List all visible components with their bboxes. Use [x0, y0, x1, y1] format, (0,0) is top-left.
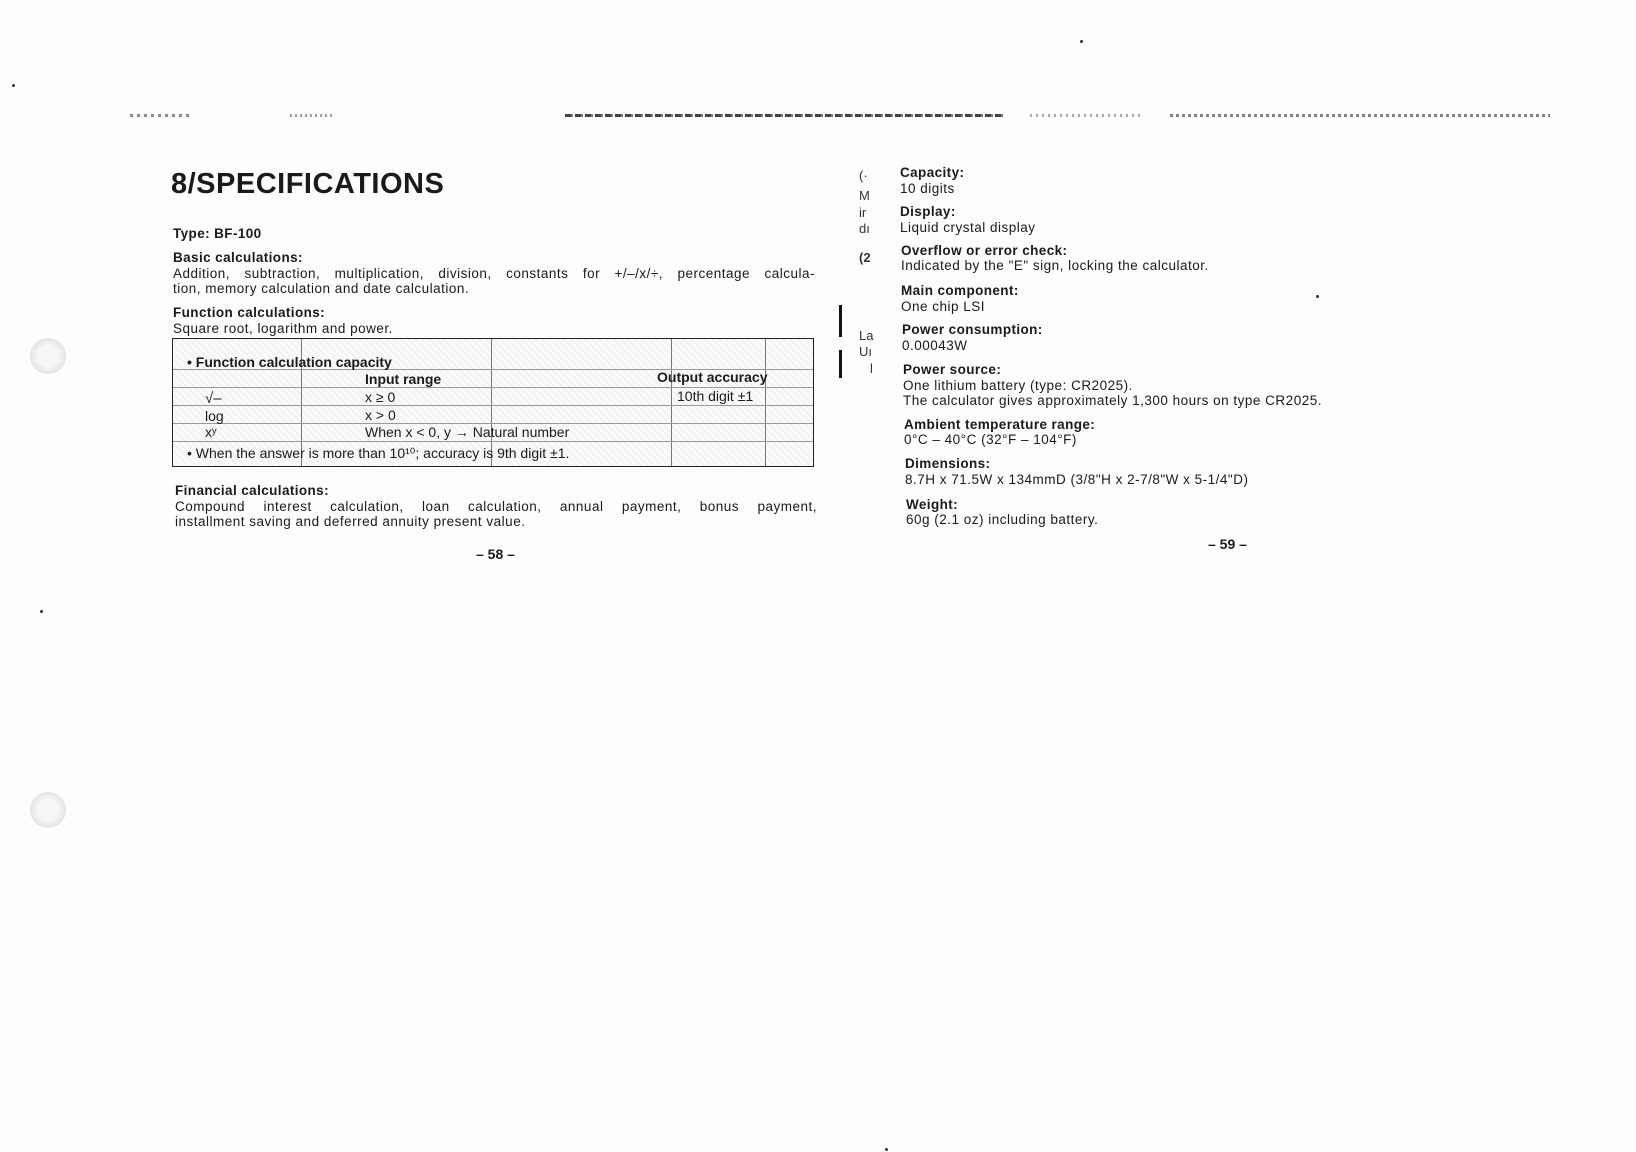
margin-fragment: M — [859, 188, 870, 203]
type-label: Type: BF-100 — [173, 226, 262, 241]
spec-value-power-consumption: 0.00043W — [902, 338, 968, 353]
margin-fragment: Uı — [859, 344, 872, 359]
financial-calculations-line2: installment saving and deferred annuity present value. — [175, 514, 526, 529]
table-row-input: x > 0 — [365, 407, 396, 423]
spec-value-temperature: 0°C – 40°C (32°F – 104°F) — [904, 432, 1077, 447]
function-calculations-text: Square root, logarithm and power. — [173, 321, 393, 336]
punch-hole — [30, 792, 66, 828]
binding-mark — [839, 305, 842, 337]
table-row-func: √– — [205, 390, 222, 407]
spec-value-weight: 60g (2.1 oz) including battery. — [906, 512, 1099, 527]
table-row-input: When x < 0, y → Natural number — [365, 424, 570, 440]
financial-calculations-line1: Compound interest calculation, loan calculation, annual payment, bonus payment, — [175, 499, 817, 514]
margin-fragment: La — [859, 328, 874, 343]
scan-artifact-line — [1170, 114, 1550, 117]
output-accuracy-header: Output accuracy — [657, 369, 768, 385]
table-row-input: x ≥ 0 — [365, 389, 396, 405]
basic-calculations-label: Basic calculations: — [173, 250, 303, 265]
table-row-output: 10th digit ±1 — [677, 388, 754, 404]
spec-value-overflow: Indicated by the "E" sign, locking the calculator. — [901, 258, 1209, 273]
margin-fragment: ir — [859, 205, 867, 220]
scan-speck — [1080, 40, 1083, 43]
scan-speck — [12, 84, 15, 87]
spec-value-dimensions: 8.7H x 71.5W x 134mmD (3/8"H x 2-7/8"W x 5-1/4"D) — [905, 472, 1249, 487]
capacity-table-title: • Function calculation capacity — [187, 354, 392, 370]
financial-calculations-label: Financial calculations: — [175, 483, 329, 498]
scan-speck — [1316, 295, 1319, 298]
input-range-header: Input range — [365, 371, 442, 387]
spec-value-power-source: One lithium battery (type: CR2025). — [903, 378, 1133, 393]
spec-value-capacity: 10 digits — [900, 181, 955, 196]
margin-fragment: (· — [859, 168, 868, 183]
scan-speck — [40, 610, 43, 613]
spec-label-dimensions: Dimensions: — [905, 456, 991, 471]
spec-value-power-source-2: The calculator gives approximately 1,300 hours on type CR2025. — [903, 393, 1322, 408]
punch-hole — [30, 338, 66, 374]
table-row-func: xʸ — [205, 424, 217, 440]
spec-label-main-component: Main component: — [901, 283, 1019, 298]
spec-label-power-source: Power source: — [903, 362, 1002, 377]
spec-label-capacity: Capacity: — [900, 165, 965, 180]
table-row-func: log — [205, 408, 224, 424]
scan-artifact-line — [565, 114, 1005, 117]
spec-label-overflow: Overflow or error check: — [901, 243, 1068, 258]
scan-artifact-line — [1030, 114, 1140, 117]
spec-value-main-component: One chip LSI — [901, 299, 986, 314]
spec-label-display: Display: — [900, 204, 956, 219]
spec-label-weight: Weight: — [906, 497, 959, 512]
capacity-table-note: • When the answer is more than 10¹⁰; accuracy is 9th digit ±1. — [187, 445, 570, 461]
spec-label-power-consumption: Power consumption: — [902, 322, 1043, 337]
function-calculations-label: Function calculations: — [173, 305, 326, 320]
basic-calculations-line1: Addition, subtraction, multiplication, division, constants for +/–/x/÷, percentage calcula- — [173, 266, 815, 281]
spec-value-display: Liquid crystal display — [900, 220, 1036, 235]
binding-mark — [839, 350, 842, 378]
function-capacity-table — [172, 338, 814, 467]
page-number-left: – 58 – — [476, 546, 515, 562]
margin-fragment: dı — [859, 221, 870, 236]
margin-fragment: (2 — [859, 250, 871, 265]
margin-fragment: l — [870, 361, 873, 376]
scan-speck — [885, 1148, 888, 1151]
spec-label-temperature: Ambient temperature range: — [904, 417, 1096, 432]
basic-calculations-line2: tion, memory calculation and date calculation. — [173, 281, 470, 296]
page-number-right: – 59 – — [1208, 536, 1247, 552]
page-title: 8/SPECIFICATIONS — [171, 168, 445, 200]
scan-artifact-line — [290, 114, 335, 117]
scan-artifact-line — [130, 114, 190, 117]
